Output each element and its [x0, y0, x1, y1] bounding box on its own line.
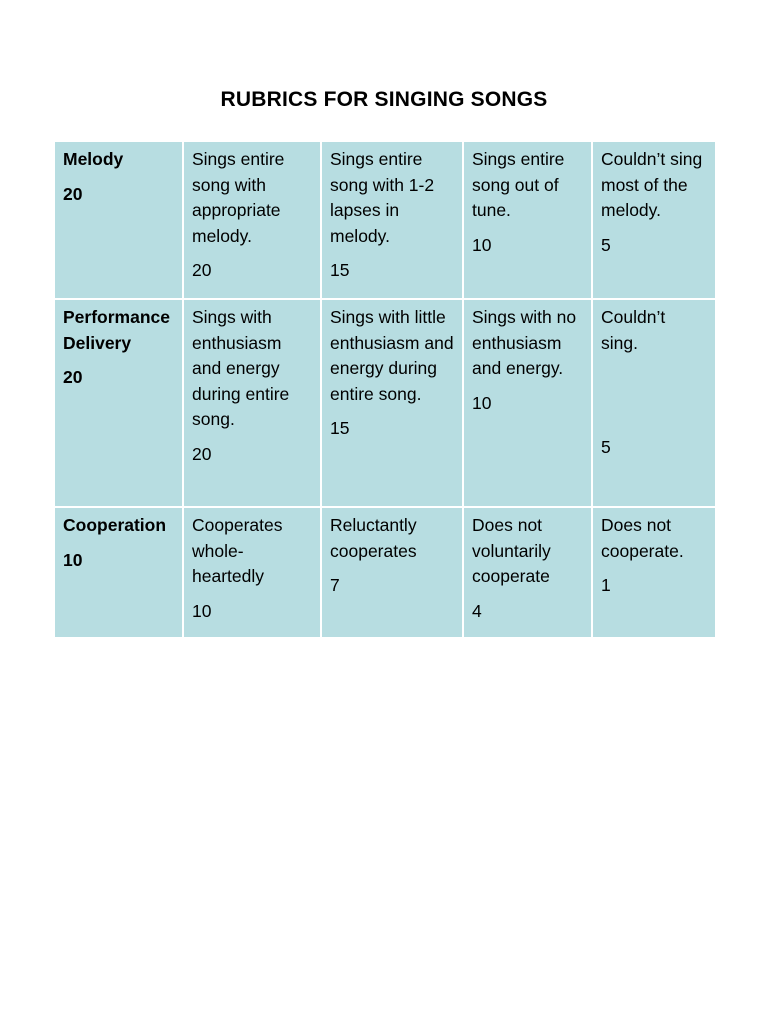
- level-score: 5: [601, 234, 611, 255]
- criterion-cell: [54, 299, 183, 507]
- level-description: Sings entire song with appropriate melody.: [192, 149, 285, 246]
- level-score: 10: [192, 600, 212, 621]
- level-cell: [592, 507, 716, 638]
- level-description: Couldn’t sing most of the melody.: [601, 149, 703, 220]
- level-cell: [321, 507, 463, 638]
- level-score: 1: [601, 575, 611, 595]
- level-cell: [463, 299, 592, 507]
- level-score: 7: [330, 575, 340, 595]
- level-description: Couldn’t sing.: [601, 307, 666, 353]
- criterion-points: 10: [63, 549, 83, 570]
- level-description: Sings with enthusiasm and energy during entire song.: [192, 307, 290, 429]
- level-score: 4: [472, 600, 482, 621]
- criterion-name: Performance Delivery: [63, 307, 170, 353]
- level-cell: [321, 141, 463, 299]
- level-score: 5: [601, 437, 611, 457]
- level-description: Sings entire song out of tune.: [472, 149, 565, 220]
- level-description: Does not cooperate.: [601, 515, 684, 561]
- level-description: Sings with little enthusiasm and energy during entire song.: [330, 307, 454, 404]
- criterion-points: 20: [63, 367, 83, 387]
- criterion-cell: [54, 141, 183, 299]
- level-score: 20: [192, 260, 212, 280]
- rubric-table: [53, 140, 717, 639]
- criterion-name: Melody: [63, 149, 124, 169]
- rubric-row-melody: [54, 141, 716, 299]
- page-title: RUBRICS FOR SINGING SONGS: [220, 88, 548, 111]
- level-score: 15: [330, 418, 350, 438]
- level-cell: [592, 299, 716, 507]
- level-description: Sings with no enthusiasm and energy.: [472, 307, 577, 378]
- rubric-row-performance-delivery: [54, 299, 716, 507]
- level-description: Does not voluntarily cooperate: [472, 515, 551, 586]
- level-description: Sings entire song with 1-2 lapses in melody.: [330, 149, 435, 246]
- criterion-points: 20: [63, 183, 83, 204]
- level-cell: [183, 141, 321, 299]
- rubric-row-cooperation: [54, 507, 716, 638]
- level-score: 10: [472, 392, 492, 413]
- criterion-cell: [54, 507, 183, 638]
- level-cell: [463, 507, 592, 638]
- level-cell: [183, 507, 321, 638]
- level-score: 10: [472, 234, 492, 255]
- level-score: 15: [330, 260, 350, 280]
- level-description: Cooperates whole-heartedly: [192, 515, 283, 586]
- criterion-name: Cooperation: [63, 515, 167, 535]
- level-cell: [463, 141, 592, 299]
- level-score: 20: [192, 443, 212, 464]
- level-cell: [321, 299, 463, 507]
- level-description: Reluctantly cooperates: [330, 515, 417, 561]
- level-cell: [592, 141, 716, 299]
- level-cell: [183, 299, 321, 507]
